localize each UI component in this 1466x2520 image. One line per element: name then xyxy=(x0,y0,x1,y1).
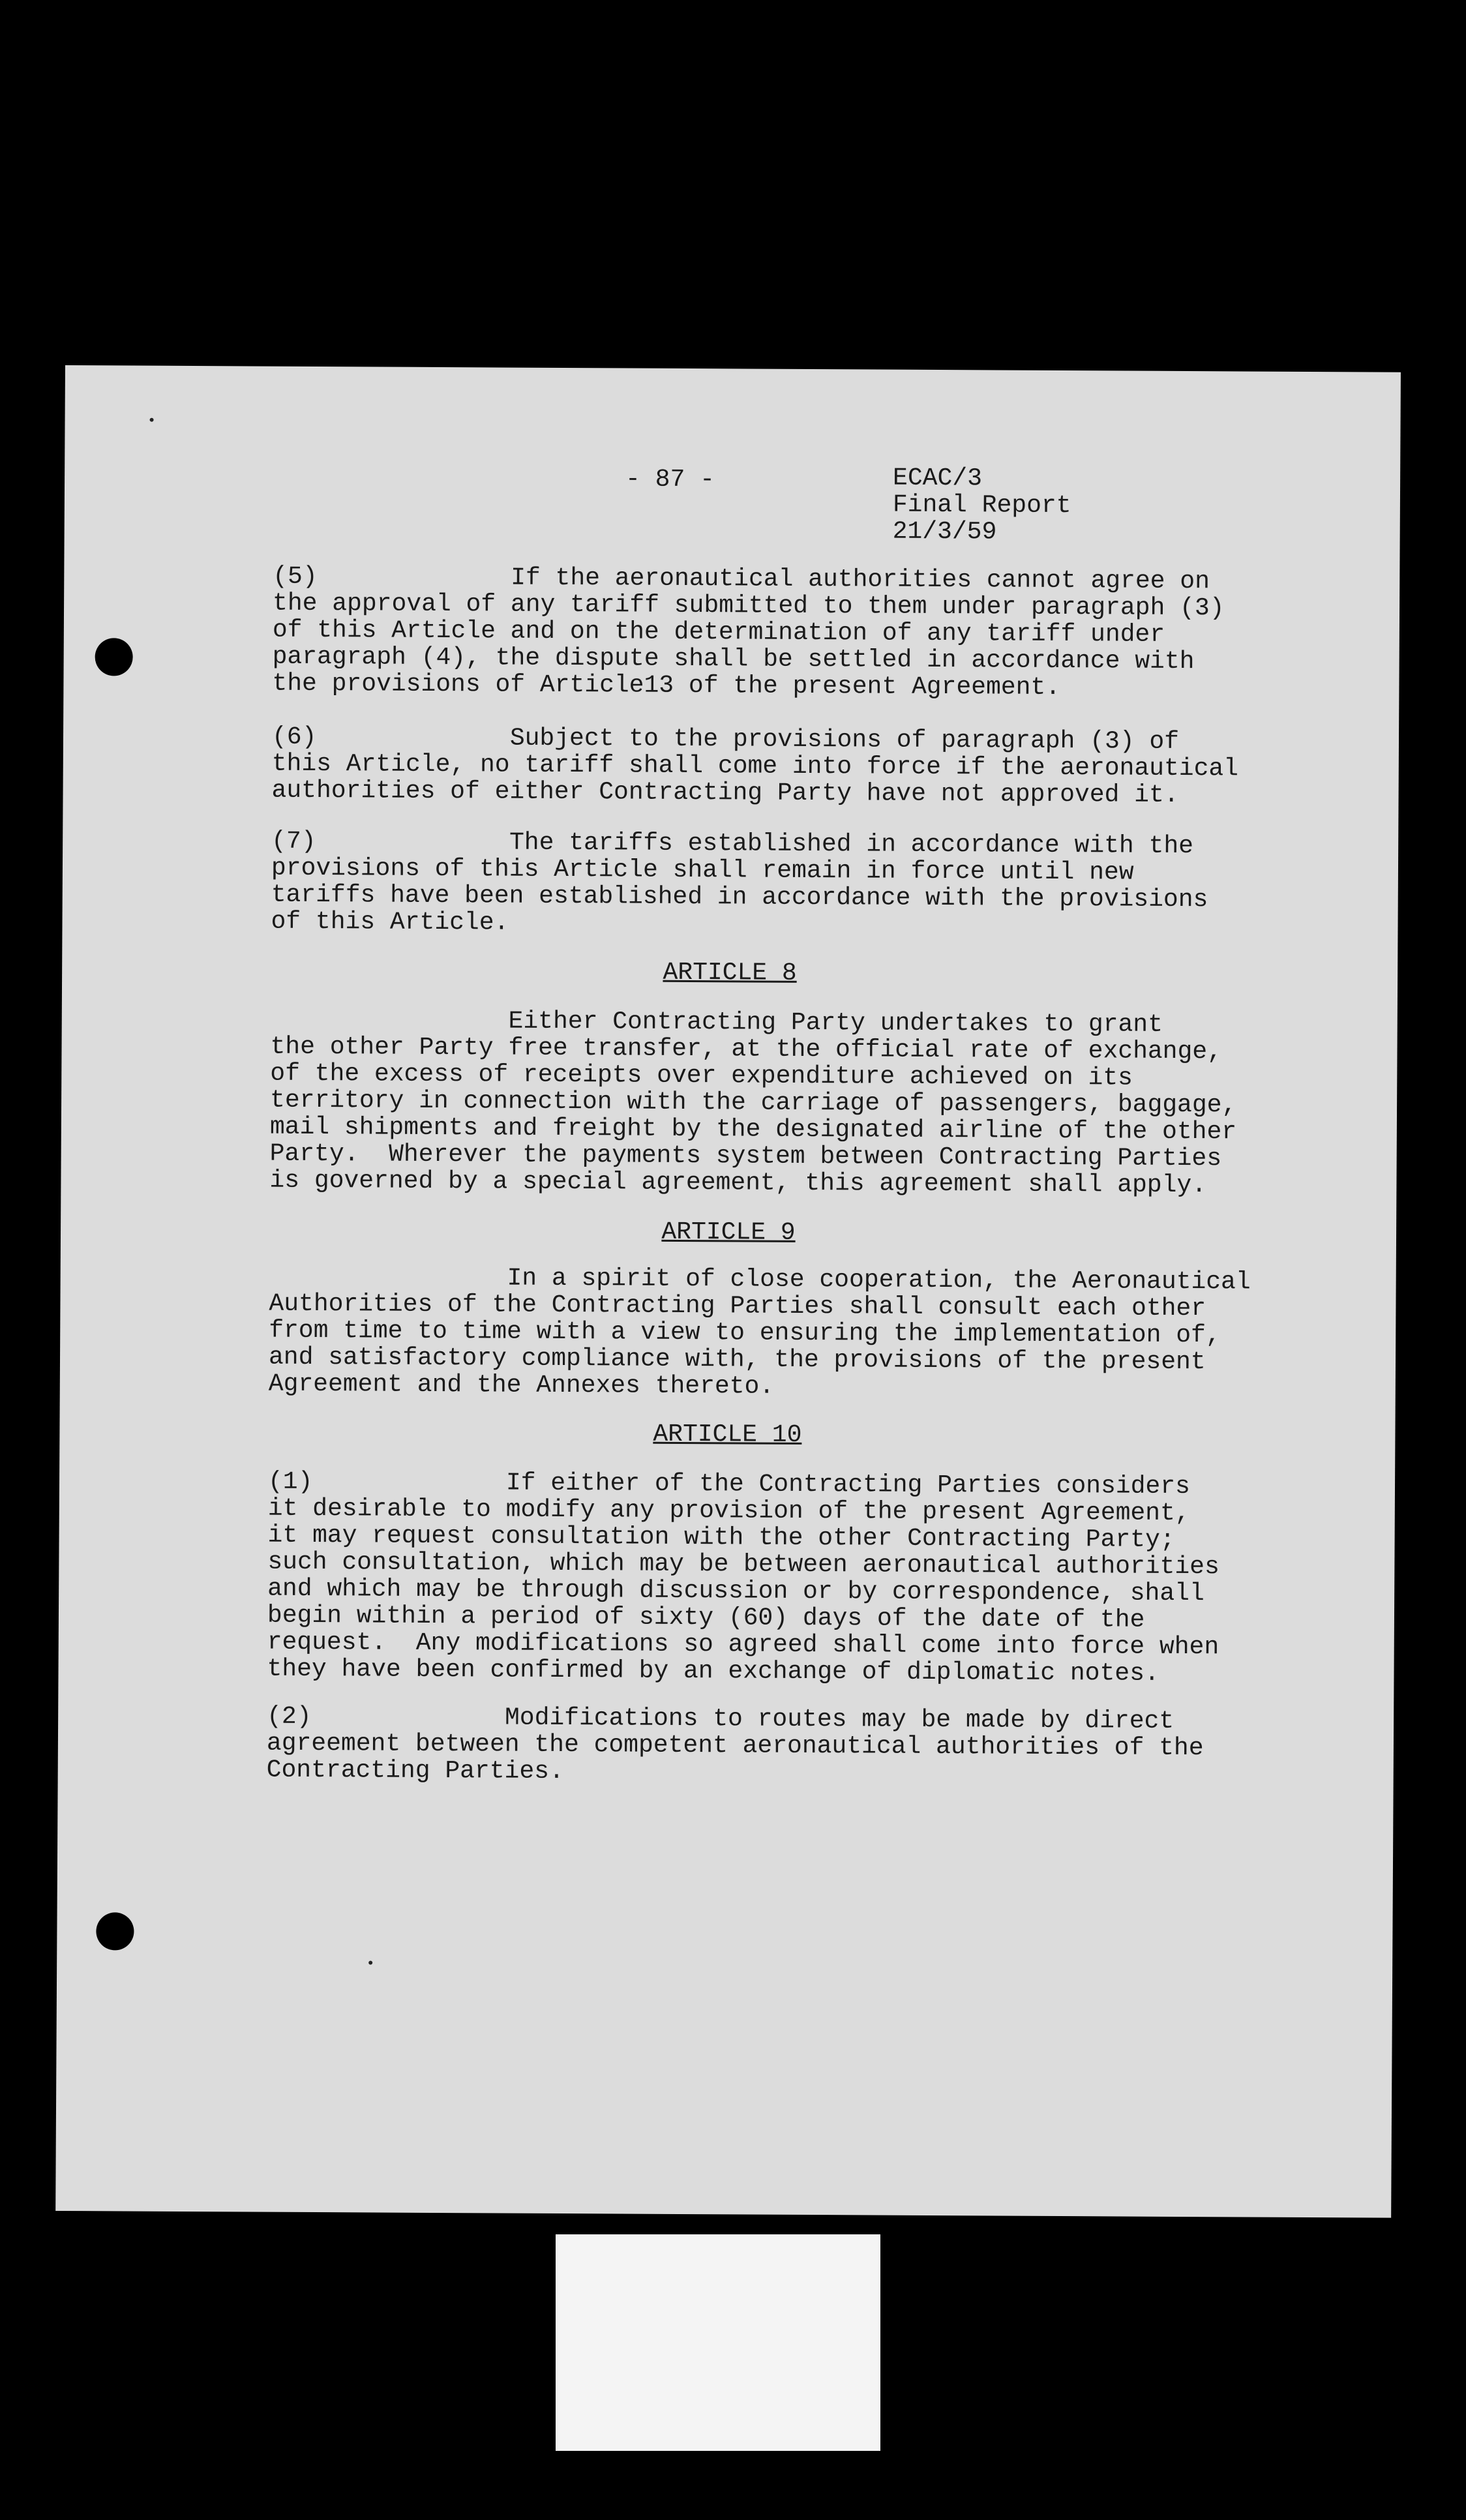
paragraph-7: (7) The tariffs established in accordance with the provisions of this Article shall remain in force until new tariffs have been established in accordance with the provisions of this Article. xyxy=(271,827,1208,937)
paragraph-6: (6) Subject to the provisions of paragraph (3) of this Article, no tariff shall come into force if the aeronautical authorities of either Contracting Party have not approved it. xyxy=(271,723,1239,809)
article-9-heading: ARTICLE 9 xyxy=(661,1218,796,1247)
article-8-heading: ARTICLE 8 xyxy=(663,958,797,987)
article-10-heading: ARTICLE 10 xyxy=(653,1420,802,1449)
article-8-text: Either Contracting Party undertakes to grant the other Party free transfer, at the official rate of exchange, of the excess of receipts over expenditure achieved on its territory in connection with the carriage of passengers, baggage, mail shipments and freight by the designated airline of the other Party. Wherever the payments system between Contracting Parties is governed by a special agreement, this agreement shall apply. xyxy=(269,1006,1237,1200)
article-10-paragraph-1: (1) If either of the Contracting Parties considers it desirable to modify any provision of the present Agreement, it may request consultation with the other Contracting Party; such consultation, which may be between aeronautical authorities and which may be through discussion or by correspondence, shall begin within a period of sixty (60) days of the date of the request. Any modifications so agreed shall come into force when they have been confirmed by an exchange of diplomatic notes. xyxy=(267,1467,1219,1688)
document-reference xyxy=(893,465,1071,546)
page-number: - 87 - xyxy=(625,465,715,494)
blank-paper-slip xyxy=(556,2234,880,2451)
document-page xyxy=(55,365,1401,2218)
reference-line-3: 21/3/59 xyxy=(892,517,997,547)
article-10-paragraph-2: (2) Modifications to routes may be made by direct agreement between the competent aeronautical authorities of the Contracting Parties. xyxy=(266,1702,1204,1786)
punch-hole-bottom xyxy=(96,1912,134,1950)
punch-hole-top xyxy=(95,638,133,676)
speck xyxy=(150,418,154,422)
reference-line-1: ECAC/3 xyxy=(892,464,983,493)
speck xyxy=(368,1960,372,1964)
reference-line-2: Final Report xyxy=(892,490,1071,520)
paragraph-5: (5) If the aeronautical authorities cannot agree on the approval of any tariff submitted to them under paragraph (3) of this Article and on the determination of any tariff under paragraph (4), the dispute shall be settled in accordance with the provisions of Article13 of the present Agreement. xyxy=(272,562,1225,702)
article-9-text: In a spirit of close cooperation, the Aeronautical Authorities of the Contracting Parties shall consult each other from time to time with a view to ensuring the implementation of, and satisfactory compliance with, the provisions of the present Agreement and the Annexes thereto. xyxy=(268,1263,1251,1401)
